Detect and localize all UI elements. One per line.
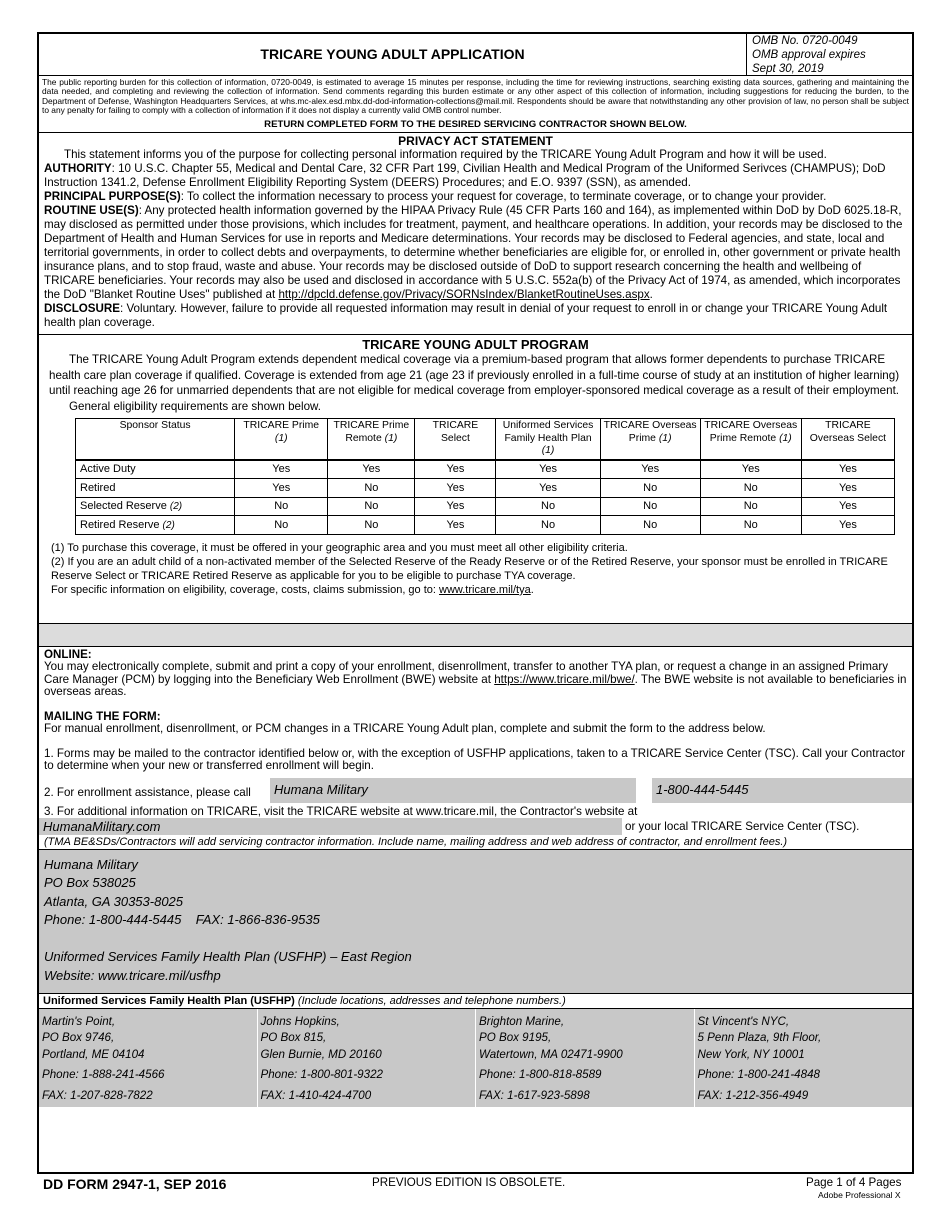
online-body-end: . The BWE website is not available to beneficiaries in overseas areas. xyxy=(44,672,907,699)
contractor-line: Uniformed Services Family Health Plan (USFHP) – East Region xyxy=(44,949,412,965)
eligibility-value: No xyxy=(328,516,415,535)
usfhp-location[interactable] xyxy=(258,1009,477,1107)
previous-edition-note: PREVIOUS EDITION IS OBSOLETE. xyxy=(372,1176,566,1189)
enrollment-assistance-row xyxy=(39,778,912,805)
note-2: (2) If you are an adult child of a non-activated member of the Selected Reserve of the Ready Reserve or of the Retired Reserve, your sponsor must be enrolled in TRICARE Reserve Select or TRICARE Retired Reserve as applicable for you to be eligible to purchase TYA coverage. xyxy=(51,555,888,582)
contractor-line: Atlanta, GA 30353-8025 xyxy=(44,893,184,909)
additional-info-end: or your local TRICARE Service Center (TSC). xyxy=(625,819,860,833)
omb-number: OMB No. 0720-0049 xyxy=(752,35,858,47)
online-label: ONLINE: xyxy=(44,647,92,661)
eligibility-value: No xyxy=(496,497,600,516)
eligibility-value: No xyxy=(328,478,415,497)
program-intro: The TRICARE Young Adult Program extends dependent medical coverage via a premium-based program that allows former dependents to purchase TRICARE health care plan coverage if qualified. Coverage is extended from age 21 (age 23 if previously enrolled in a full-time course of study at an institution of higher learning) until reaching age 26 for unmarried dependents that are not eligible for medical coverage from employer-sponsored medical coverage as a result of their employment. xyxy=(49,353,900,398)
note-1: (1) To purchase this coverage, it must be offered in your geographic area and you must meet all other eligibility criteria. xyxy=(51,541,628,554)
eligibility-value: No xyxy=(700,478,801,497)
usfhp-location[interactable] xyxy=(39,1009,258,1107)
omb-approval-label: OMB approval expires xyxy=(752,49,866,61)
sponsor-status: Retired Reserve xyxy=(80,518,160,531)
status-note: (2) xyxy=(169,500,183,512)
note-3-text: For specific information on eligibility, coverage, costs, claims submission, go to: xyxy=(51,583,436,596)
column-note: (1) xyxy=(658,432,672,444)
column-label: TRICARE Prime Remote xyxy=(333,420,410,444)
location-address: 5 Penn Plaza, 9th Floor, xyxy=(697,1031,822,1045)
usfhp-note: (Include locations, addresses and telephone numbers.) xyxy=(297,994,566,1007)
location-city: Glen Burnie, MD 20160 xyxy=(260,1047,382,1061)
form-title: TRICARE YOUNG ADULT APPLICATION xyxy=(260,46,525,62)
column-label: Sponsor Status xyxy=(119,420,191,432)
omb-block xyxy=(746,34,914,75)
online-body: You may electronically complete, submit and print a copy of your enrollment, disenrollment, transfer to another TYA plan, or request a change in an assigned Primary Care Manager (PCM) by logging into the Beneficiary Web Enrollment (BWE) website at xyxy=(44,660,888,686)
eligibility-value: No xyxy=(496,516,600,535)
eligibility-value: No xyxy=(235,516,328,535)
eligibility-column-header xyxy=(235,419,328,460)
privacy-intro: This statement informs you of the purpose for collecting personal information required by the TRICARE Young Adult Program and how it will be used. xyxy=(64,147,827,161)
eligibility-value: Yes xyxy=(700,460,801,479)
eligibility-value: Yes xyxy=(235,478,328,497)
software-note: Adobe Professional X xyxy=(818,1190,901,1200)
eligibility-body xyxy=(76,460,895,535)
eligibility-value: Yes xyxy=(415,460,496,479)
eligibility-column-header xyxy=(801,419,894,460)
mailing-text: For manual enrollment, disenrollment, or PCM changes in a TRICARE Young Adult plan, complete and submit the form to the address below. xyxy=(44,722,766,736)
column-label: TRICARE Overseas Prime xyxy=(603,420,697,444)
note-3 xyxy=(51,583,902,597)
privacy-heading: PRIVACY ACT STATEMENT xyxy=(398,133,553,148)
location-city: Watertown, MA 02471-9900 xyxy=(479,1047,623,1061)
page-number: Page 1 of 4 Pages xyxy=(806,1176,902,1189)
mailing-label: MAILING THE FORM: xyxy=(44,709,161,723)
sponsor-status: Active Duty xyxy=(80,463,136,476)
column-note: (1) xyxy=(274,432,288,444)
purpose-paragraph xyxy=(44,190,907,204)
location-fax: FAX: 1-207-828-7822 xyxy=(42,1088,153,1102)
usfhp-location[interactable] xyxy=(695,1009,913,1107)
sponsor-status-cell xyxy=(76,478,235,497)
online-text xyxy=(44,661,907,699)
online-section xyxy=(39,647,912,773)
blanket-routine-uses-link[interactable]: http://dpcld.defense.gov/Privacy/SORNsIndex/BlanketRoutineUses.aspx xyxy=(278,287,650,301)
eligibility-table xyxy=(75,418,895,535)
usfhp-header xyxy=(39,994,912,1009)
sponsor-status-cell xyxy=(76,516,235,535)
eligibility-value: No xyxy=(328,497,415,516)
eligibility-value: No xyxy=(600,478,700,497)
routine-use-text: : Any protected health information governed by the HIPAA Privacy Rule (45 CFR Parts 160 and 164), as implemented within DoD by DoD 6025.18-R, may disclosed as permitted under those provisions, which includes for treatment, payment, and healthcare operations. In addition, your records may be disclosed to the Department of Health and Human Services for use in reports and Medicare determinations. Your records may be disclosed to Federal agencies, and state, local and territorial governments, in order to collect debts and overpayments, to determine whether beneficiaries are eligible for, or enrolled in, other government or private health insurance plans, and to stop fraud, waste and abuse. Your records may be disclosed outside of DoD to support research concerning the health and wellbeing of TRICARE beneficiaries. Your records may also be used and disclosed in accordance with 5 U.S.C. 552a(b) of the Privacy Act of 1974, as amended, which incorporates the DoD "Blanket Routine Uses" published at xyxy=(44,203,903,301)
contractor-phone-field[interactable]: 1-800-444-5445 xyxy=(652,778,912,803)
eligibility-intro: General eligibility requirements are shown below. xyxy=(69,399,321,413)
tya-link[interactable]: www.tricare.mil/tya xyxy=(439,583,531,596)
disclosure-label: DISCLOSURE xyxy=(44,301,121,315)
contractor-line: PO Box 538025 xyxy=(44,875,136,891)
eligibility-value: Yes xyxy=(801,460,894,479)
eligibility-column-header xyxy=(700,419,801,460)
contractor-info-box[interactable] xyxy=(39,850,912,994)
location-name: Martin's Point, xyxy=(42,1014,116,1028)
eligibility-row xyxy=(76,516,895,535)
location-address: PO Box 9195, xyxy=(479,1031,552,1045)
eligibility-column-header xyxy=(415,419,496,460)
authority-label: AUTHORITY xyxy=(44,161,112,175)
eligibility-row xyxy=(76,478,895,497)
location-fax: FAX: 1-410-424-4700 xyxy=(260,1088,372,1102)
return-instruction: RETURN COMPLETED FORM TO THE DESIRED SERVICING CONTRACTOR SHOWN BELOW. xyxy=(39,116,912,133)
routine-use-paragraph xyxy=(44,204,907,302)
eligibility-row xyxy=(76,497,895,516)
routine-use-label: ROUTINE USE(S) xyxy=(44,203,139,217)
disclosure-text: : Voluntary. However, failure to provide all requested information may result in denial of your request to enroll in or change your TRICARE Young Adult health plan coverage. xyxy=(44,301,888,329)
contractor-line: Phone: 1-800-444-5445 FAX: 1-866-836-9535 xyxy=(44,912,320,928)
status-note: (2) xyxy=(162,519,175,531)
eligibility-column-header xyxy=(600,419,700,460)
column-note: (1) xyxy=(541,445,555,457)
location-address: PO Box 9746, xyxy=(42,1031,115,1045)
usfhp-label: Uniformed Services Family Health Plan (USFHP) xyxy=(43,994,295,1007)
contractor-name-field[interactable]: Humana Military xyxy=(270,778,636,803)
location-fax: FAX: 1-617-923-5898 xyxy=(479,1088,590,1102)
eligibility-notes xyxy=(49,541,902,597)
contractor-line: Humana Military xyxy=(44,856,138,872)
column-label: TRICARE Overseas Prime Remote xyxy=(704,420,798,444)
sponsor-status-cell xyxy=(76,497,235,516)
eligibility-value: Yes xyxy=(801,516,894,535)
eligibility-value: No xyxy=(600,516,700,535)
location-city: Portland, ME 04104 xyxy=(42,1047,145,1061)
location-phone: Phone: 1-800-801-9322 xyxy=(260,1068,383,1082)
location-city: New York, NY 10001 xyxy=(697,1047,805,1061)
sponsor-status: Selected Reserve xyxy=(80,499,167,512)
form-page xyxy=(37,32,914,1174)
additional-info-row xyxy=(39,805,912,836)
omb-expiration: Sept 30, 2019 xyxy=(752,63,824,75)
mailing-item-1: 1. Forms may be mailed to the contractor identified below or, with the exception of USFHP applications, taken to a TRICARE Service Center (TSC). Call your Contractor to determine when your new or transferred enrollment will begin. xyxy=(44,746,906,773)
eligibility-value: Yes xyxy=(801,497,894,516)
form-header xyxy=(39,34,912,76)
divider-bar xyxy=(39,624,912,647)
eligibility-value: No xyxy=(700,516,801,535)
eligibility-value: No xyxy=(235,497,328,516)
eligibility-value: Yes xyxy=(235,460,328,479)
contractor-line xyxy=(44,930,912,949)
contractor-line: Website: www.tricare.mil/usfhp xyxy=(44,967,221,983)
eligibility-column-header xyxy=(76,419,235,460)
usfhp-locations xyxy=(39,1009,912,1107)
location-phone: Phone: 1-888-241-4566 xyxy=(42,1068,165,1082)
enrollment-assistance-label: 2. For enrollment assistance, please call xyxy=(44,785,251,799)
column-label: TRICARE Select xyxy=(432,420,479,444)
location-name: Brighton Marine, xyxy=(479,1014,565,1028)
authority-text: : 10 U.S.C. Chapter 55, Medical and Dental Care, 32 CFR Part 199, Civilian Health and Medical Program of the Uniformed Serivces (CHAMPUS); DoD Instruction 1341.2, Defense Enrollment Eligibility Reporting System (DEERS) Procedures; and E.O. 9397 (SSN), as amended. xyxy=(44,161,886,189)
eligibility-value: No xyxy=(600,497,700,516)
eligibility-value: Yes xyxy=(415,516,496,535)
column-label: TRICARE Prime xyxy=(243,420,320,432)
note-3-end: . xyxy=(530,583,534,596)
eligibility-value: Yes xyxy=(415,497,496,516)
form-identifier: DD FORM 2947-1, SEP 2016 xyxy=(43,1176,227,1192)
location-phone: Phone: 1-800-241-4848 xyxy=(697,1068,820,1082)
sponsor-status-cell xyxy=(76,460,235,479)
location-address: PO Box 815, xyxy=(260,1031,327,1045)
burden-statement: The public reporting burden for this collection of information, 0720-0049, is estimated to average 15 minutes per response, including the time for reviewing instructions, searching existing data sources, gathering and maintaining the data needed, and completing and reviewing the collection of information. Send comments regarding this burden estimate or any other aspect of this collection of information, including suggestions for reducing the burden, to the Department of Defense, Washington Headquarters Services, at whs.mc-alex.esd.mbx.dd-dod-information-collections@mail.mil. Respondents should be aware that notwithstanding any other provision of law, no person shall be subject to any penalty for failing to comply with a collection of information if it does not display a currently valid OMB control number. xyxy=(42,77,909,116)
privacy-act-section xyxy=(39,133,912,335)
sponsor-status: Retired xyxy=(80,481,116,494)
disclosure-paragraph xyxy=(44,302,907,330)
location-name: Johns Hopkins, xyxy=(260,1014,340,1028)
contractor-website-field[interactable]: HumanaMilitary.com xyxy=(39,818,622,835)
eligibility-value: No xyxy=(700,497,801,516)
column-note: (1) xyxy=(384,432,398,444)
additional-info-label: 3. For additional information on TRICARE, visit the TRICARE website at www.tricare.mil, the Contractor's website at xyxy=(44,804,638,818)
eligibility-value: Yes xyxy=(496,460,600,479)
eligibility-value: Yes xyxy=(328,460,415,479)
column-label: Uniformed Services Family Health Plan xyxy=(502,420,594,444)
routine-use-end: . xyxy=(649,287,653,301)
location-fax: FAX: 1-212-356-4949 xyxy=(697,1088,809,1102)
purpose-text: : To collect the information necessary to process your request for coverage, to terminate coverage, or to change your provider. xyxy=(180,189,827,203)
eligibility-column-header xyxy=(328,419,415,460)
eligibility-column-header xyxy=(496,419,600,460)
eligibility-value: Yes xyxy=(496,478,600,497)
authority-paragraph xyxy=(44,162,907,190)
bwe-link[interactable]: https://www.tricare.mil/bwe/ xyxy=(494,672,635,686)
eligibility-header-row xyxy=(76,419,895,460)
eligibility-value: Yes xyxy=(801,478,894,497)
eligibility-value: Yes xyxy=(415,478,496,497)
program-section xyxy=(39,337,912,624)
location-name: St Vincent's NYC, xyxy=(697,1014,790,1028)
program-heading: TRICARE YOUNG ADULT PROGRAM xyxy=(362,336,589,352)
column-label: TRICARE Overseas Select xyxy=(809,420,887,444)
contractor-note: (TMA BE&SDs/Contractors will add servicing contractor information. Include name, mailing address and web address of contractor, and enrollment fees.) xyxy=(39,836,912,850)
eligibility-row xyxy=(76,460,895,479)
location-phone: Phone: 1-800-818-8589 xyxy=(479,1068,602,1082)
usfhp-location[interactable] xyxy=(476,1009,695,1107)
column-note: (1) xyxy=(779,432,792,444)
eligibility-value: Yes xyxy=(600,460,700,479)
purpose-label: PRINCIPAL PURPOSE(S) xyxy=(44,189,181,203)
